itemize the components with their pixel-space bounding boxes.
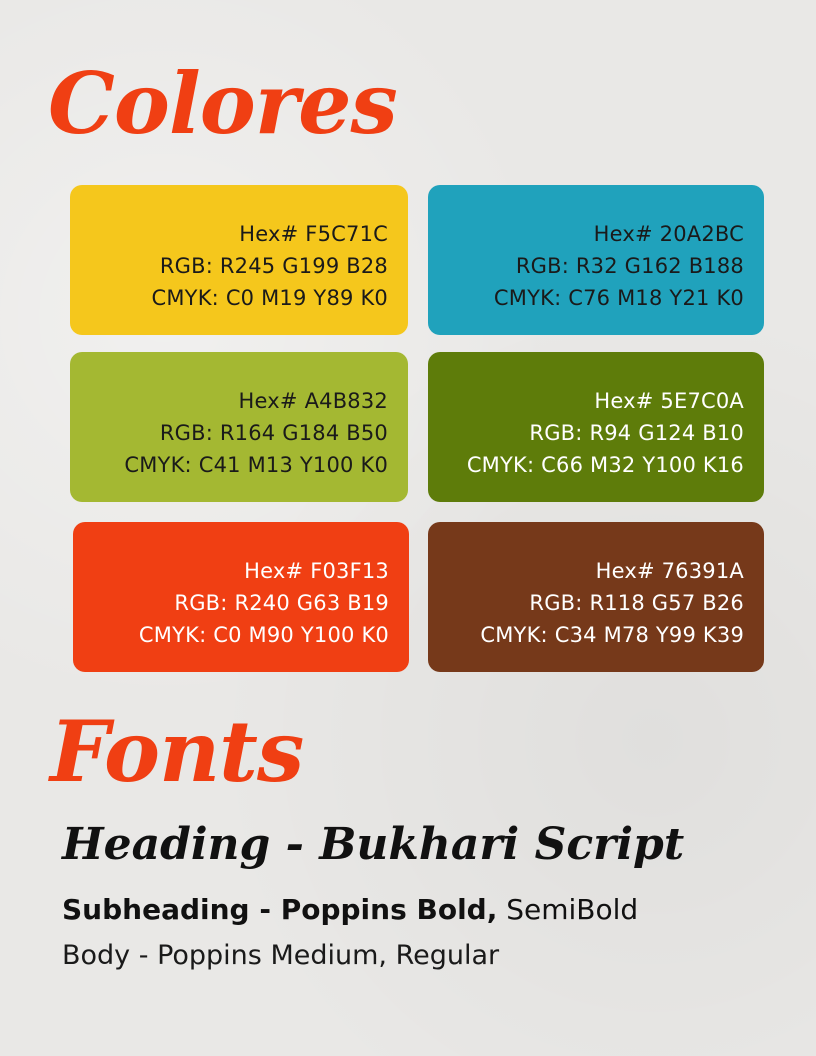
color-swatch-brown [428, 522, 764, 672]
swatch-rgb-label: RGB: R245 G199 B28 [159, 254, 388, 278]
swatch-hex-label: Hex# F5C71C [239, 222, 388, 246]
swatch-hex-label: Hex# F03F13 [244, 559, 389, 583]
swatch-rgb-label: RGB: R240 G63 B19 [174, 591, 389, 615]
color-swatch-lime [70, 352, 408, 502]
swatch-hex-label: Hex# 76391A [595, 559, 744, 583]
color-swatch-olive [428, 352, 764, 502]
subheading-bold-text: Subheading - Poppins Bold, [62, 893, 498, 926]
swatch-rgb-label: RGB: R94 G124 B10 [529, 421, 744, 445]
swatch-rgb-label: RGB: R32 G162 B188 [515, 254, 744, 278]
font-subheading-sample [62, 893, 638, 927]
swatch-hex-label: Hex# A4B832 [238, 389, 388, 413]
swatch-cmyk-label: CMYK: C0 M90 Y100 K0 [138, 623, 389, 647]
fonts-section-title: Fonts [50, 702, 304, 801]
swatch-cmyk-label: CMYK: C66 M32 Y100 K16 [466, 453, 744, 477]
swatch-hex-label: Hex# 5E7C0A [594, 389, 744, 413]
color-swatch-orange [73, 522, 409, 672]
swatch-cmyk-label: CMYK: C34 M78 Y99 K39 [480, 623, 744, 647]
swatch-cmyk-label: CMYK: C41 M13 Y100 K0 [124, 453, 388, 477]
font-heading-sample: Heading - Bukhari Script [62, 819, 685, 870]
color-swatch-teal [428, 185, 764, 335]
swatch-cmyk-label: CMYK: C76 M18 Y21 K0 [493, 286, 744, 310]
swatch-rgb-label: RGB: R118 G57 B26 [529, 591, 744, 615]
swatch-cmyk-label: CMYK: C0 M19 Y89 K0 [151, 286, 388, 310]
swatch-rgb-label: RGB: R164 G184 B50 [159, 421, 388, 445]
subheading-semibold-text: SemiBold [497, 893, 639, 926]
font-body-sample: Body - Poppins Medium, Regular [62, 940, 500, 971]
color-swatch-yellow [70, 185, 408, 335]
colors-section-title: Colores [48, 54, 397, 153]
swatch-hex-label: Hex# 20A2BC [593, 222, 744, 246]
